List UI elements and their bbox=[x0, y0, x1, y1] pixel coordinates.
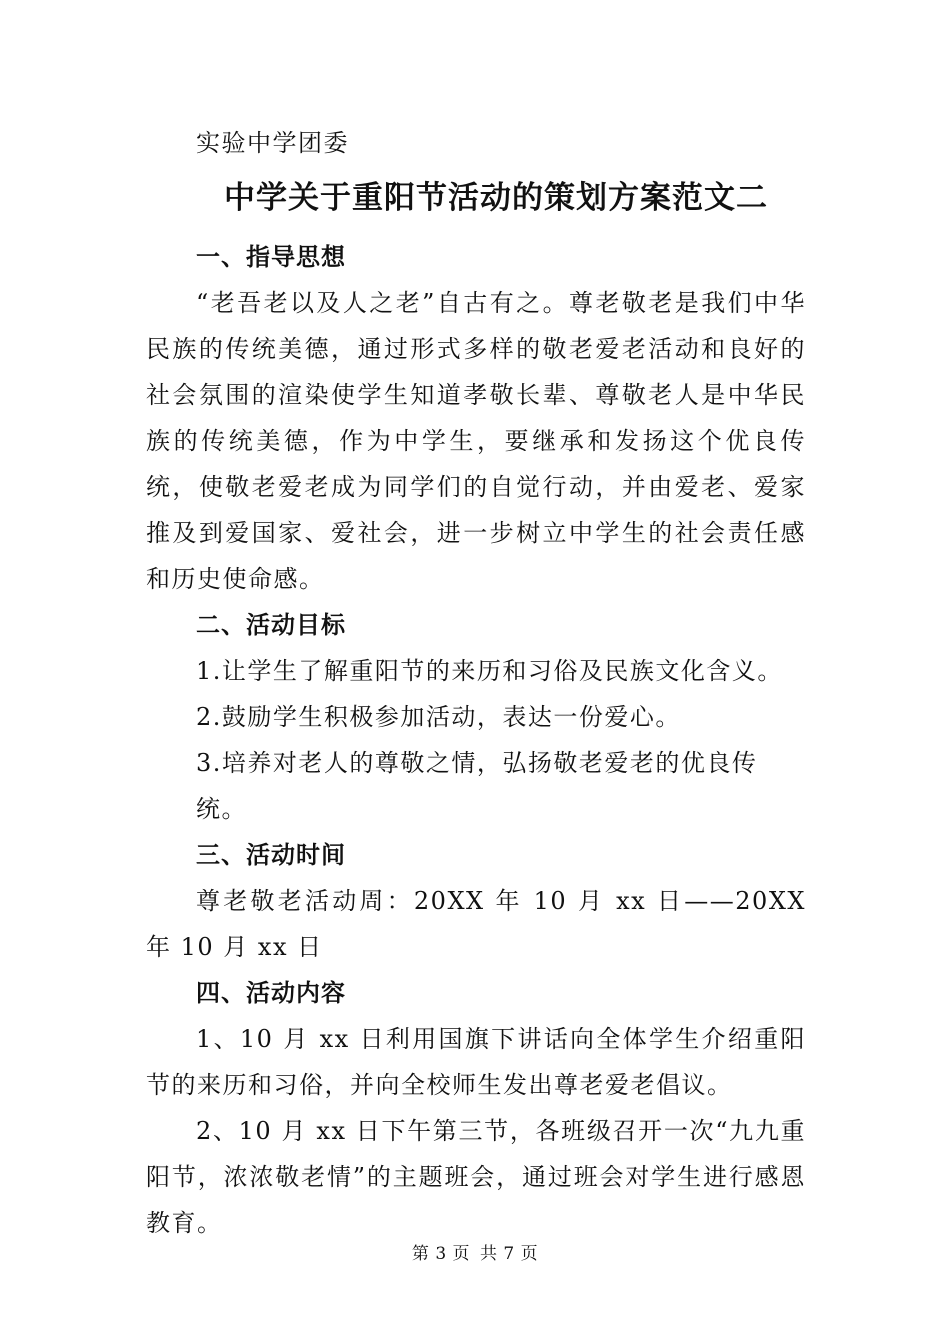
section-paragraph-activity-time: 尊老敬老活动周：20XX 年 10 月 xx 日——20XX 年 10 月 xx 日 bbox=[146, 887, 806, 961]
goal-item: 3.培养对老人的尊敬之情，弘扬敬老爱老的优良传统。 bbox=[196, 749, 758, 823]
organization-name: 实验中学团委 bbox=[196, 129, 349, 157]
section-heading-activity-goals: 二、活动目标 bbox=[196, 611, 346, 639]
goal-item: 1.让学生了解重阳节的来历和习俗及民族文化含义。 bbox=[196, 657, 783, 685]
section-heading-activity-time: 三、活动时间 bbox=[196, 841, 346, 869]
page-footer bbox=[0, 1242, 950, 1266]
document-body bbox=[146, 120, 806, 1246]
section-heading-activity-content: 四、活动内容 bbox=[196, 979, 346, 1007]
page-number-total: 共 7 页 bbox=[479, 1244, 539, 1264]
document-title: 中学关于重阳节活动的策划方案范文二 bbox=[224, 180, 768, 216]
activity-content-paragraph: 2、10 月 xx 日下午第三节，各班级召开一次“九九重阳节，浓浓敬老情”的主题班会，通过班会对学生进行感恩教育。 bbox=[146, 1117, 806, 1237]
goal-item: 2.鼓励学生积极参加活动，表达一份爱心。 bbox=[196, 703, 681, 731]
page-number-current: 第 3 页 bbox=[411, 1244, 471, 1264]
activity-content-paragraph: 1、10 月 xx 日利用国旗下讲话向全体学生介绍重阳节的来历和习俗，并向全校师生发出尊老爱老倡议。 bbox=[146, 1025, 806, 1099]
section-heading-guiding-ideology: 一、指导思想 bbox=[196, 243, 346, 271]
section-paragraph-guiding-ideology: “老吾老以及人之老”自古有之。尊老敬老是我们中华民族的传统美德，通过形式多样的敬老爱老活动和良好的社会氛围的渲染使学生知道孝敬长辈、尊敬老人是中华民族的传统美德，作为中学生，要继承和发扬这个优良传统，使敬老爱老成为同学们的自觉行动，并由爱老、爱家推及到爱国家、爱社会，进一步树立中学生的社会责任感和历史使命感。 bbox=[146, 289, 806, 593]
